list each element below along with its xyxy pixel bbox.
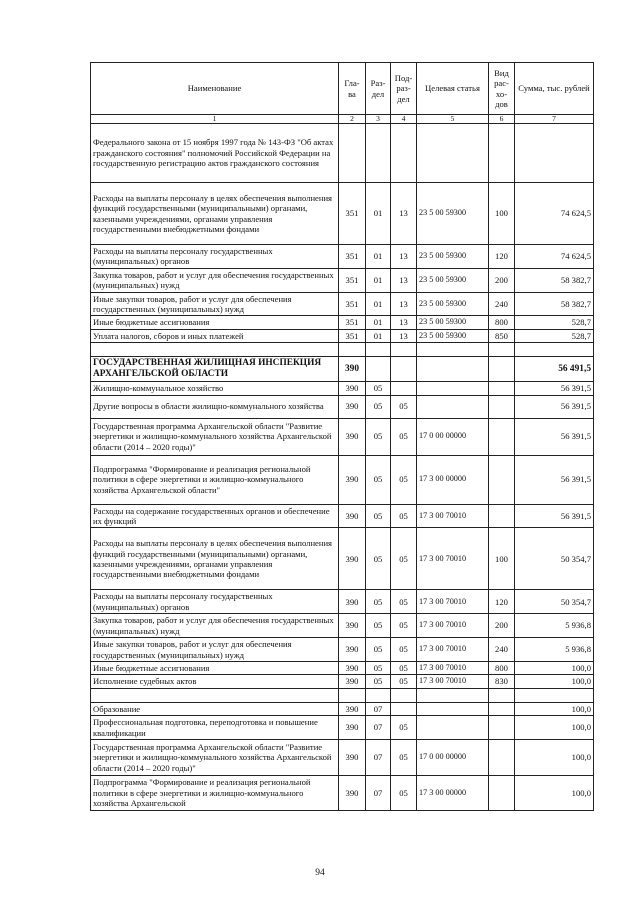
cell-summa: 58 382,7 xyxy=(515,292,594,316)
cell-razdel: 05 xyxy=(366,455,391,504)
cell-name: Исполнение судебных актов xyxy=(91,675,339,688)
cell-vid: 200 xyxy=(489,268,515,292)
table-row xyxy=(91,688,594,702)
table-row xyxy=(91,343,594,357)
cell-razdel: 07 xyxy=(366,702,391,715)
cell-glava: 390 xyxy=(339,504,366,528)
cell-statya xyxy=(417,702,489,715)
cell-podrazdel: 13 xyxy=(391,329,417,342)
cell-razdel: 01 xyxy=(366,183,391,245)
cell-statya: 23 5 00 59300 xyxy=(417,329,489,342)
cell-razdel: 07 xyxy=(366,716,391,740)
cell-name: Уплата налогов, сборов и иных платежей xyxy=(91,329,339,342)
table-row xyxy=(91,528,594,590)
cell-razdel: 05 xyxy=(366,418,391,455)
cell-vid: 120 xyxy=(489,245,515,269)
cell-summa: 58 382,7 xyxy=(515,268,594,292)
cell-podrazdel: 05 xyxy=(391,739,417,775)
cell-name: Иные закупки товаров, работ и услуг для обеспечения государственных (муниципальных) нужд xyxy=(91,638,339,662)
cell-statya: 17 3 00 70010 xyxy=(417,661,489,674)
cell-name: Иные бюджетные ассигнования xyxy=(91,661,339,674)
cell-glava: 390 xyxy=(339,614,366,638)
cell-vid: 100 xyxy=(489,528,515,590)
table-header-row xyxy=(91,63,594,115)
cell-vid xyxy=(489,775,515,810)
cell-glava: 390 xyxy=(339,638,366,662)
cell-name: Закупка товаров, работ и услуг для обеспечения государственных (муниципальных) нужд xyxy=(91,268,339,292)
cell-summa: 100,0 xyxy=(515,675,594,688)
cell-razdel xyxy=(366,343,391,357)
cell-razdel xyxy=(366,688,391,702)
budget-table xyxy=(90,62,594,811)
cell-glava: 390 xyxy=(339,528,366,590)
cell-name: Расходы на выплаты персоналу государственных (муниципальных) органов xyxy=(91,590,339,614)
cell-podrazdel xyxy=(391,702,417,715)
cell-statya: 23 5 00 59300 xyxy=(417,245,489,269)
cell-glava: 351 xyxy=(339,316,366,329)
table-row xyxy=(91,245,594,269)
cell-name: Образование xyxy=(91,702,339,715)
cell-razdel: 05 xyxy=(366,504,391,528)
cell-razdel xyxy=(366,124,391,183)
cell-podrazdel: 13 xyxy=(391,292,417,316)
cell-vid xyxy=(489,343,515,357)
cell-podrazdel: 05 xyxy=(391,775,417,810)
column-number: 5 xyxy=(417,115,489,124)
cell-name: Государственная программа Архангельской области "Развитие энергетики и жилищно-коммунального хозяйства Архангельской области (2014 – 2020 годы)" xyxy=(91,739,339,775)
table-row xyxy=(91,395,594,418)
cell-statya: 17 3 00 70010 xyxy=(417,675,489,688)
table-row xyxy=(91,329,594,342)
cell-summa xyxy=(515,343,594,357)
cell-razdel: 01 xyxy=(366,292,391,316)
cell-summa: 56 391,5 xyxy=(515,418,594,455)
cell-glava: 390 xyxy=(339,716,366,740)
cell-vid: 800 xyxy=(489,316,515,329)
cell-summa: 56 491,5 xyxy=(515,357,594,382)
cell-razdel: 01 xyxy=(366,329,391,342)
table-row xyxy=(91,357,594,382)
cell-vid xyxy=(489,716,515,740)
cell-glava: 351 xyxy=(339,183,366,245)
budget-table-sheet xyxy=(90,62,593,811)
cell-podrazdel: 05 xyxy=(391,716,417,740)
cell-name: Иные бюджетные ассигнования xyxy=(91,316,339,329)
cell-podrazdel: 13 xyxy=(391,268,417,292)
cell-glava: 390 xyxy=(339,357,366,382)
cell-vid xyxy=(489,395,515,418)
cell-vid xyxy=(489,455,515,504)
header-statya: Целевая статья xyxy=(417,63,489,115)
header-vid: Вид рас-хо-дов xyxy=(489,63,515,115)
cell-name: Иные закупки товаров, работ и услуг для обеспечения государственных (муниципальных) нужд xyxy=(91,292,339,316)
cell-vid xyxy=(489,504,515,528)
cell-glava: 390 xyxy=(339,675,366,688)
cell-summa: 100,0 xyxy=(515,739,594,775)
cell-podrazdel xyxy=(391,343,417,357)
table-row xyxy=(91,675,594,688)
header-podrazdel: Под-раз-дел xyxy=(391,63,417,115)
cell-vid xyxy=(489,702,515,715)
table-row xyxy=(91,702,594,715)
table-row xyxy=(91,661,594,674)
header-name: Наименование xyxy=(91,63,339,115)
cell-razdel: 05 xyxy=(366,382,391,395)
cell-razdel: 05 xyxy=(366,528,391,590)
cell-vid xyxy=(489,688,515,702)
table-row xyxy=(91,739,594,775)
cell-name: Профессиональная подготовка, переподготовка и повышение квалификации xyxy=(91,716,339,740)
cell-summa: 74 624,5 xyxy=(515,245,594,269)
cell-glava: 390 xyxy=(339,702,366,715)
cell-statya xyxy=(417,395,489,418)
cell-glava: 390 xyxy=(339,739,366,775)
cell-statya xyxy=(417,688,489,702)
cell-name: Подпрограмма "Формирование и реализация региональной политики в сфере энергетики и жилищно-коммунального хозяйства Архангельской области" xyxy=(91,455,339,504)
cell-podrazdel xyxy=(391,357,417,382)
cell-summa: 100,0 xyxy=(515,716,594,740)
cell-statya: 23 5 00 59300 xyxy=(417,292,489,316)
cell-summa: 100,0 xyxy=(515,775,594,810)
cell-podrazdel: 05 xyxy=(391,504,417,528)
cell-summa: 56 391,5 xyxy=(515,455,594,504)
cell-vid: 800 xyxy=(489,661,515,674)
column-number: 1 xyxy=(91,115,339,124)
cell-podrazdel: 05 xyxy=(391,614,417,638)
cell-vid: 240 xyxy=(489,292,515,316)
table-row xyxy=(91,455,594,504)
cell-statya xyxy=(417,124,489,183)
cell-vid: 240 xyxy=(489,638,515,662)
cell-podrazdel: 05 xyxy=(391,528,417,590)
cell-vid xyxy=(489,357,515,382)
table-row xyxy=(91,382,594,395)
cell-glava: 390 xyxy=(339,418,366,455)
header-glava: Гла-ва xyxy=(339,63,366,115)
table-row xyxy=(91,418,594,455)
column-number-row xyxy=(91,115,594,124)
cell-statya: 17 3 00 00000 xyxy=(417,775,489,810)
cell-statya: 17 3 00 70010 xyxy=(417,638,489,662)
table-row xyxy=(91,614,594,638)
cell-podrazdel: 05 xyxy=(391,455,417,504)
cell-name: Закупка товаров, работ и услуг для обеспечения государственных (муниципальных) нужд xyxy=(91,614,339,638)
cell-summa: 50 354,7 xyxy=(515,590,594,614)
cell-razdel: 05 xyxy=(366,590,391,614)
cell-podrazdel xyxy=(391,124,417,183)
cell-summa xyxy=(515,688,594,702)
cell-name: Государственная программа Архангельской области "Развитие энергетики и жилищно-коммунального хозяйства Архангельской области (2014 – 2020 годы)" xyxy=(91,418,339,455)
cell-statya: 23 5 00 59300 xyxy=(417,316,489,329)
cell-vid xyxy=(489,124,515,183)
column-number: 3 xyxy=(366,115,391,124)
cell-razdel xyxy=(366,357,391,382)
cell-podrazdel: 05 xyxy=(391,395,417,418)
cell-razdel: 05 xyxy=(366,395,391,418)
cell-summa: 5 936,8 xyxy=(515,614,594,638)
cell-statya xyxy=(417,343,489,357)
cell-vid: 120 xyxy=(489,590,515,614)
table-row xyxy=(91,268,594,292)
cell-summa: 50 354,7 xyxy=(515,528,594,590)
cell-statya xyxy=(417,382,489,395)
cell-podrazdel: 05 xyxy=(391,675,417,688)
cell-name: ГОСУДАРСТВЕННАЯ ЖИЛИЩНАЯ ИНСПЕКЦИЯ АРХАНГЕЛЬСКОЙ ОБЛАСТИ xyxy=(91,357,339,382)
cell-statya: 23 5 00 59300 xyxy=(417,268,489,292)
cell-podrazdel: 05 xyxy=(391,638,417,662)
table-row xyxy=(91,504,594,528)
cell-podrazdel: 05 xyxy=(391,418,417,455)
column-number: 6 xyxy=(489,115,515,124)
cell-summa: 100,0 xyxy=(515,702,594,715)
cell-vid: 100 xyxy=(489,183,515,245)
cell-name: Федерального закона от 15 ноября 1997 года № 143-ФЗ "Об актах гражданского состояния" полномочий Российской Федерации на государственную регистрацию актов гражданского состояния xyxy=(91,124,339,183)
cell-glava xyxy=(339,343,366,357)
cell-vid xyxy=(489,418,515,455)
cell-summa: 100,0 xyxy=(515,661,594,674)
table-row xyxy=(91,638,594,662)
table-body xyxy=(91,124,594,811)
cell-summa: 528,7 xyxy=(515,329,594,342)
cell-glava: 390 xyxy=(339,775,366,810)
cell-name: Подпрограмма "Формирование и реализация региональной политики в сфере энергетики и жилищно-коммунального хозяйства Архангельской xyxy=(91,775,339,810)
cell-summa: 56 391,5 xyxy=(515,504,594,528)
cell-summa: 74 624,5 xyxy=(515,183,594,245)
cell-razdel: 01 xyxy=(366,268,391,292)
cell-statya: 17 0 00 00000 xyxy=(417,739,489,775)
cell-statya: 17 3 00 00000 xyxy=(417,455,489,504)
cell-glava xyxy=(339,124,366,183)
cell-glava: 390 xyxy=(339,395,366,418)
cell-podrazdel: 13 xyxy=(391,245,417,269)
cell-glava: 390 xyxy=(339,661,366,674)
cell-razdel: 05 xyxy=(366,614,391,638)
cell-vid: 850 xyxy=(489,329,515,342)
cell-razdel: 07 xyxy=(366,739,391,775)
cell-statya: 17 3 00 70010 xyxy=(417,504,489,528)
cell-statya: 17 0 00 00000 xyxy=(417,418,489,455)
cell-razdel: 05 xyxy=(366,661,391,674)
cell-podrazdel: 05 xyxy=(391,661,417,674)
table-row xyxy=(91,590,594,614)
cell-summa xyxy=(515,124,594,183)
table-row xyxy=(91,775,594,810)
column-number: 4 xyxy=(391,115,417,124)
cell-summa: 56 391,5 xyxy=(515,382,594,395)
cell-razdel: 05 xyxy=(366,675,391,688)
cell-statya: 17 3 00 70010 xyxy=(417,614,489,638)
cell-statya xyxy=(417,716,489,740)
cell-glava: 351 xyxy=(339,245,366,269)
cell-name: Расходы на выплаты персоналу государственных (муниципальных) органов xyxy=(91,245,339,269)
cell-razdel: 05 xyxy=(366,638,391,662)
cell-razdel: 07 xyxy=(366,775,391,810)
cell-glava xyxy=(339,688,366,702)
cell-glava: 351 xyxy=(339,268,366,292)
cell-glava: 351 xyxy=(339,329,366,342)
table-row xyxy=(91,124,594,183)
header-summa: Сумма, тыс. рублей xyxy=(515,63,594,115)
cell-glava: 351 xyxy=(339,292,366,316)
cell-podrazdel: 13 xyxy=(391,316,417,329)
cell-summa: 528,7 xyxy=(515,316,594,329)
cell-summa: 5 936,8 xyxy=(515,638,594,662)
cell-razdel: 01 xyxy=(366,316,391,329)
cell-podrazdel xyxy=(391,382,417,395)
cell-vid xyxy=(489,739,515,775)
column-number: 7 xyxy=(515,115,594,124)
table-row xyxy=(91,716,594,740)
cell-razdel: 01 xyxy=(366,245,391,269)
cell-summa: 56 391,5 xyxy=(515,395,594,418)
cell-podrazdel: 13 xyxy=(391,183,417,245)
cell-statya: 17 3 00 70010 xyxy=(417,528,489,590)
cell-vid xyxy=(489,382,515,395)
cell-name: Жилищно-коммунальное хозяйство xyxy=(91,382,339,395)
header-razdel: Раз-дел xyxy=(366,63,391,115)
cell-statya: 17 3 00 70010 xyxy=(417,590,489,614)
cell-vid: 830 xyxy=(489,675,515,688)
cell-vid: 200 xyxy=(489,614,515,638)
cell-podrazdel: 05 xyxy=(391,590,417,614)
cell-glava: 390 xyxy=(339,455,366,504)
cell-statya xyxy=(417,357,489,382)
table-row xyxy=(91,292,594,316)
table-row xyxy=(91,316,594,329)
cell-podrazdel xyxy=(391,688,417,702)
cell-glava: 390 xyxy=(339,590,366,614)
table-row xyxy=(91,183,594,245)
column-number: 2 xyxy=(339,115,366,124)
cell-name: Расходы на выплаты персоналу в целях обеспечения выполнения функций государственными (муниципальными) органами, казенными учреждениями, органами управления государственными внебюджетными фондами xyxy=(91,183,339,245)
cell-statya: 23 5 00 59300 xyxy=(417,183,489,245)
cell-name xyxy=(91,688,339,702)
cell-name: Расходы на содержание государственных органов и обеспечение их функций xyxy=(91,504,339,528)
cell-name xyxy=(91,343,339,357)
cell-name: Расходы на выплаты персоналу в целях обеспечения выполнения функций государственными (муниципальными) органами, казенными учреждениями, органами управления государственными внебюджетными фондами xyxy=(91,528,339,590)
page-number: 94 xyxy=(315,868,325,878)
cell-name: Другие вопросы в области жилищно-коммунального хозяйства xyxy=(91,395,339,418)
cell-glava: 390 xyxy=(339,382,366,395)
